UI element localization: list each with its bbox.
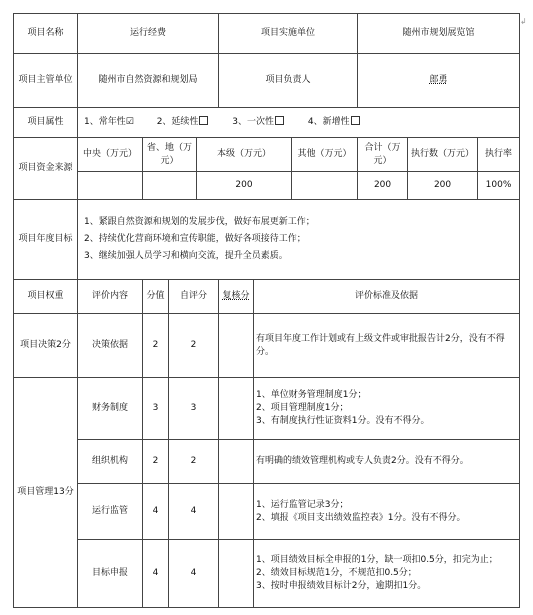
implementer-label: 项目实施单位 bbox=[219, 14, 358, 54]
eval-score: 3 bbox=[143, 378, 169, 440]
eval-review-score bbox=[219, 484, 254, 540]
eval-row-organization bbox=[14, 440, 520, 484]
eval-review-score bbox=[219, 440, 254, 484]
row-eval-header bbox=[14, 280, 520, 314]
supervisor-value: 随州市自然资源和规划局 bbox=[78, 54, 219, 108]
attribute-option-4: 4、新增性 bbox=[308, 116, 361, 129]
supervisor-label: 项目主管单位 bbox=[14, 54, 78, 108]
eval-self-score: 2 bbox=[169, 440, 219, 484]
eval-header-criteria: 评价标准及依据 bbox=[254, 280, 520, 314]
funding-header-total: 合计（万元） bbox=[358, 138, 408, 172]
eval-self-score: 4 bbox=[169, 484, 219, 540]
eval-content: 组织机构 bbox=[78, 440, 143, 484]
funding-value-central bbox=[78, 172, 143, 200]
funding-header-executed: 执行数（万元） bbox=[408, 138, 478, 172]
eval-score: 2 bbox=[143, 314, 169, 378]
eval-self-score: 3 bbox=[169, 378, 219, 440]
leader-value: 郎勇 bbox=[358, 54, 520, 108]
funding-header-other: 其他（万元） bbox=[292, 138, 358, 172]
eval-criteria: 1、运行监管记录3分； 2、填报《项目支出绩效监控表》1分。没有不得分。 bbox=[254, 484, 520, 540]
eval-group-decision: 项目决策2分 bbox=[14, 314, 78, 378]
eval-row-declaration bbox=[14, 540, 520, 608]
attribute-option-1: 1、常年性☑ bbox=[84, 117, 134, 127]
objective-item: 1、紧跟自然资源和规划的发展步伐，做好布展更新工作； bbox=[84, 217, 315, 227]
performance-evaluation-table bbox=[13, 13, 520, 608]
eval-row-decision bbox=[14, 314, 520, 378]
checkbox-icon bbox=[351, 116, 360, 125]
funding-header-rate: 执行率 bbox=[478, 138, 520, 172]
eval-content: 运行监管 bbox=[78, 484, 143, 540]
objective-item: 3、继续加强人员学习和横向交流，提升全员素质。 bbox=[84, 251, 288, 261]
attribute-label: 项目属性 bbox=[14, 108, 78, 138]
name-value: 运行经费 bbox=[78, 14, 219, 54]
funding-header-central: 中央（万元） bbox=[78, 138, 143, 172]
eval-score: 4 bbox=[143, 484, 169, 540]
objectives-label: 项目年度目标 bbox=[14, 200, 78, 280]
implementer-value: 随州市规划展览馆 bbox=[358, 14, 520, 54]
funding-header-province: 省、地（万元） bbox=[143, 138, 197, 172]
eval-criteria: 1、单位财务管理制度1分； 2、项目管理制度1分； 3、有制度执行性证资料1分。没有不得分。 bbox=[254, 378, 520, 440]
eval-score: 4 bbox=[143, 540, 169, 608]
eval-content: 决策依据 bbox=[78, 314, 143, 378]
checkbox-icon bbox=[199, 116, 208, 125]
attribute-options bbox=[78, 108, 520, 138]
funding-value-local: 200 bbox=[197, 172, 292, 200]
eval-self-score: 2 bbox=[169, 314, 219, 378]
eval-header-score: 分值 bbox=[143, 280, 169, 314]
row-supervisor bbox=[14, 54, 520, 108]
funding-value-total: 200 bbox=[358, 172, 408, 200]
objectives-list bbox=[78, 200, 520, 280]
eval-group-management: 项目管理13分 bbox=[14, 378, 78, 608]
row-attributes bbox=[14, 108, 520, 138]
eval-header-self: 自评分 bbox=[169, 280, 219, 314]
attribute-option-3: 3、一次性 bbox=[232, 116, 285, 129]
row-project-name bbox=[14, 14, 520, 54]
leader-label: 项目负责人 bbox=[219, 54, 358, 108]
funding-value-rate: 100% bbox=[478, 172, 520, 200]
funding-header-local: 本级（万元） bbox=[197, 138, 292, 172]
eval-row-finance bbox=[14, 378, 520, 440]
checked-box-icon: ☑ bbox=[125, 117, 134, 127]
eval-header-content: 评价内容 bbox=[78, 280, 143, 314]
funding-label: 项目资金来源 bbox=[14, 138, 78, 200]
eval-self-score: 4 bbox=[169, 540, 219, 608]
row-objectives bbox=[14, 200, 520, 280]
funding-value-province bbox=[143, 172, 197, 200]
objective-item: 2、持续优化营商环境和宣传职能，做好各项接待工作； bbox=[84, 234, 306, 244]
attribute-option-2: 2、延续性 bbox=[157, 116, 210, 129]
eval-review-score bbox=[219, 540, 254, 608]
eval-header-review: 复核分 bbox=[219, 280, 254, 314]
row-funding-values bbox=[14, 172, 520, 200]
name-label: 项目名称 bbox=[14, 14, 78, 54]
row-funding-headers bbox=[14, 138, 520, 172]
eval-content: 目标申报 bbox=[78, 540, 143, 608]
eval-review-score bbox=[219, 314, 254, 378]
paragraph-mark: ↲ bbox=[520, 17, 527, 26]
funding-value-executed: 200 bbox=[408, 172, 478, 200]
eval-content: 财务制度 bbox=[78, 378, 143, 440]
eval-criteria: 有项目年度工作计划或有上级文件或审批报告计2分，没有不得分。 bbox=[254, 314, 520, 378]
funding-value-other bbox=[292, 172, 358, 200]
eval-review-score bbox=[219, 378, 254, 440]
eval-header-weight: 项目权重 bbox=[14, 280, 78, 314]
eval-row-supervision bbox=[14, 484, 520, 540]
eval-score: 2 bbox=[143, 440, 169, 484]
checkbox-icon bbox=[275, 116, 284, 125]
eval-criteria: 1、项目绩效目标全申报的1分，缺一项扣0.5分，扣完为止； 2、绩效目标规范1分，不规范扣0.5分； 3、按时申报绩效目标计2分，逾期扣1分。 bbox=[254, 540, 520, 608]
eval-criteria: 有明确的绩效管理机构或专人负责2分。没有不得分。 bbox=[254, 440, 520, 484]
